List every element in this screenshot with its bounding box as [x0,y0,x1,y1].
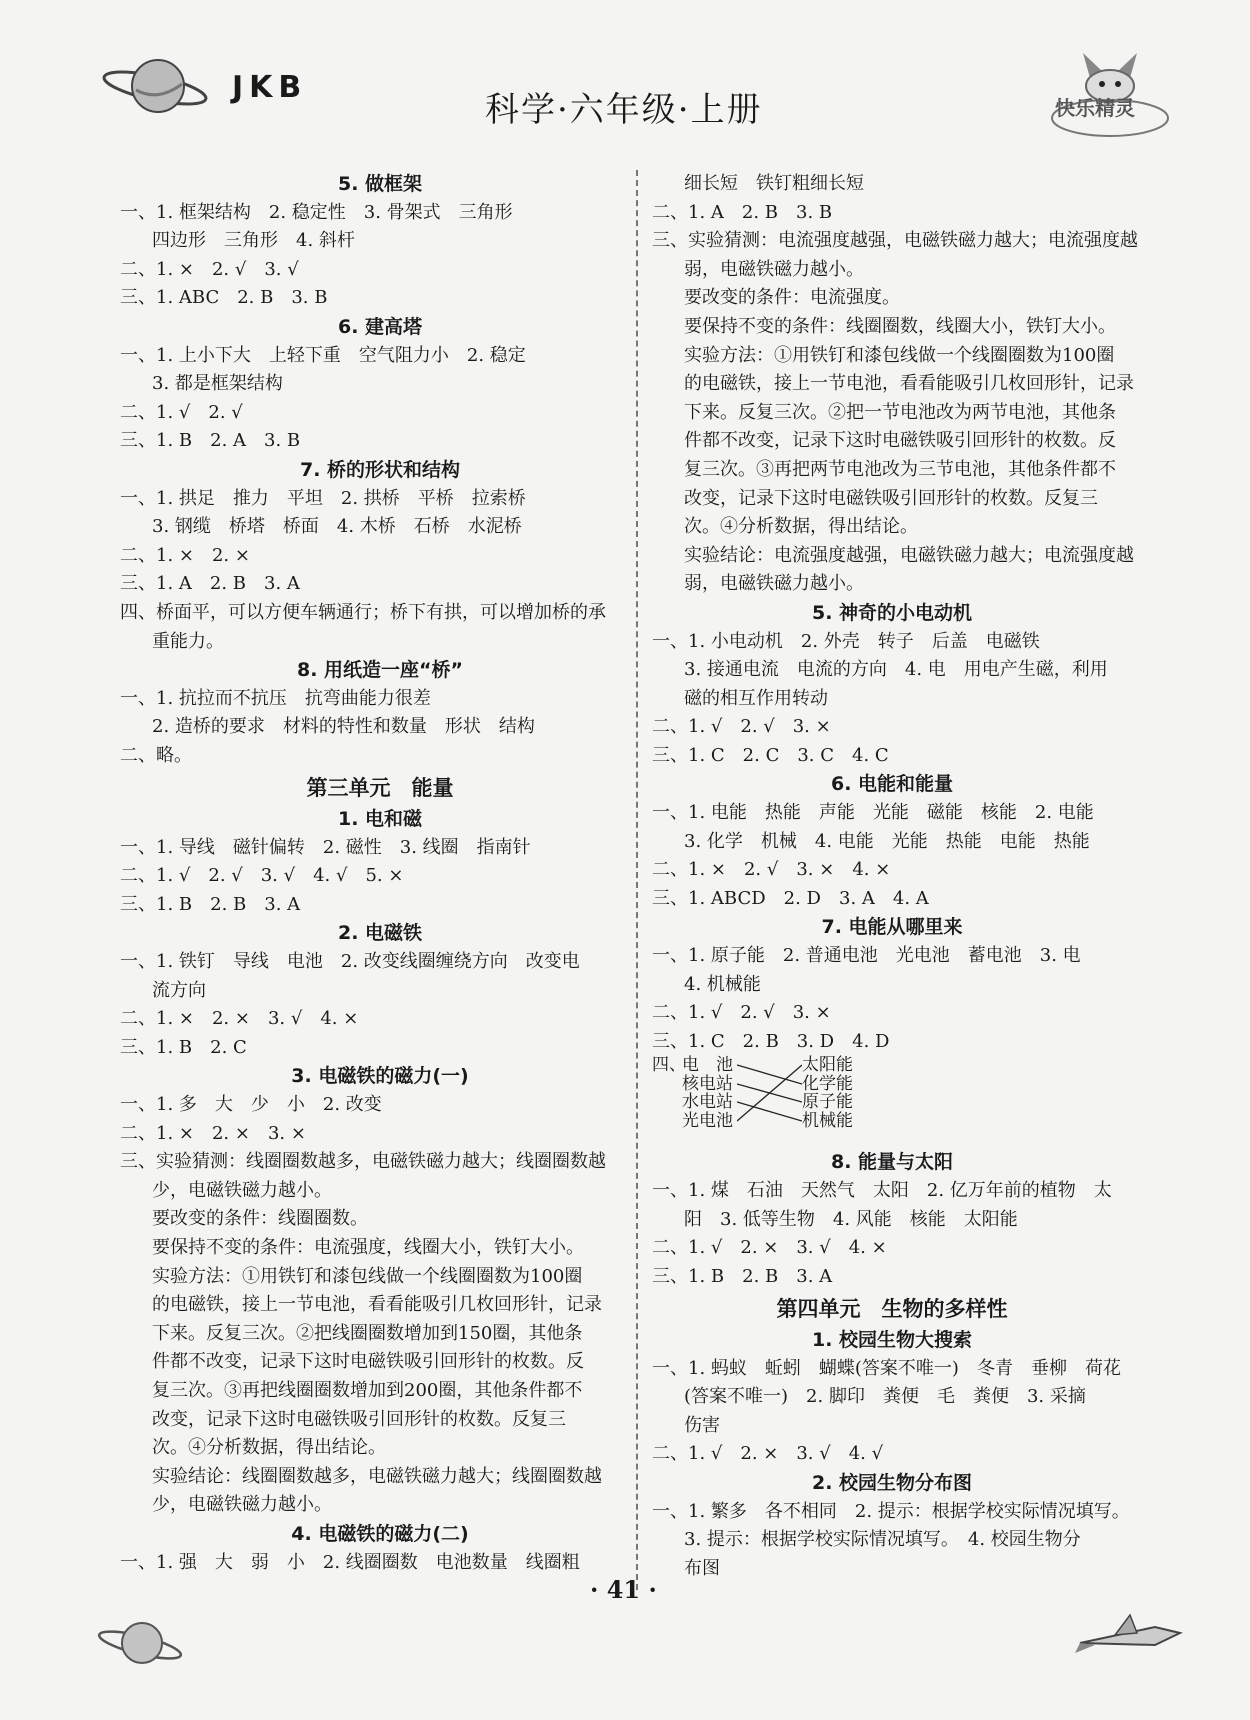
section-title: 3. 电磁铁的磁力(一) [291,1065,469,1088]
answer-line: 弱，电磁铁磁力越小。 [684,258,864,280]
section-title: 2. 校园生物分布图 [811,1471,973,1494]
unit-title: 第四单元 生物的多样性 [776,1297,1008,1322]
answer-line: 3. 都是框架结构 [152,373,283,395]
answer-line: 一、1. 抗拉而不抗压 抗弯曲能力很差 [120,687,431,709]
answer-line: 重能力。 [152,630,224,652]
answer-line: 少，电磁铁磁力越小。 [152,1179,332,1201]
answer-line: 一、1. 强 大 弱 小 2. 线圈圈数 电池数量 线圈粗 [120,1551,580,1573]
answer-line: 三、1. B 2. B 3. A [652,1265,833,1287]
section-title: 8. 能量与太阳 [830,1151,954,1174]
answer-line: 的电磁铁，接上一节电池，看看能吸引几枚回形针，记录 [684,373,1134,395]
answer-line: 弱，电磁铁磁力越小。 [684,573,864,595]
answer-line: 下来。反复三次。②把一节电池改为两节电池，其他条 [684,401,1116,423]
answer-line: 复三次。③再把两节电池改为三节电池，其他条件都不 [684,458,1116,480]
answer-line: 细长短 铁钉粗细长短 [684,173,864,194]
answer-line: 3. 化学 机械 4. 电能 光能 热能 电能 热能 [684,830,1090,852]
answer-line: 二、1. √ 2. √ 3. × [652,1002,831,1024]
brand-logo: JKB [232,70,308,105]
answer-line: 要改变的条件：线圈圈数。 [152,1208,368,1230]
answer-line: 三、1. C 2. C 3. C 4. C [652,744,889,766]
matching-right-item: 原子能 [802,1092,853,1113]
answer-line: 一、1. 原子能 2. 普通电池 光电池 蓄电池 3. 电 [652,945,1081,967]
answer-line: 三、1. B 2. B 3. A [120,893,301,915]
answer-line: 二、1. √ 2. √ 3. × [652,716,831,738]
matching-left-item: 核电站 [682,1073,733,1094]
right-column-bottom [652,1148,1132,1583]
answer-line: 二、1. × 2. × 3. × [120,1122,306,1144]
section-title: 4. 电磁铁的磁力(二) [291,1522,469,1545]
answer-line: 一、1. 拱足 推力 平坦 2. 拱桥 平桥 拉索桥 [120,487,526,509]
answer-line: 一、1. 导线 磁针偏转 2. 磁性 3. 线圈 指南针 [120,836,531,858]
answer-line: 要保持不变的条件：线圈圈数，线圈大小，铁钉大小。 [684,315,1116,337]
answer-line: 3. 钢缆 桥塔 桥面 4. 木桥 石桥 水泥桥 [152,516,522,538]
answer-line: 三、1. A 2. B 3. A [120,573,300,595]
answer-line: 要保持不变的条件：电流强度，线圈大小，铁钉大小。 [152,1236,584,1258]
section-title: 2. 电磁铁 [337,922,423,945]
matching-right-item: 太阳能 [802,1055,853,1076]
answer-line: 改变，记录下这时电磁铁吸引回形针的枚数。反复三 [684,487,1098,509]
answer-line: 3. 提示：根据学校实际情况填写。 4. 校园生物分 [684,1529,1081,1551]
planet-icon [100,50,210,120]
matching-right-item: 化学能 [802,1073,853,1094]
matching-left-item: 电 池 [682,1055,733,1076]
answer-line: 磁的相互作用转动 [684,687,828,709]
answer-line: (答案不唯一) 2. 脚印 粪便 毛 粪便 3. 采摘 [684,1386,1086,1408]
answer-line: 一、1. 小电动机 2. 外壳 转子 后盖 电磁铁 [652,630,1040,652]
answer-line: 二、1. × 2. √ 3. × 4. × [652,859,891,881]
planet-icon [95,1615,185,1670]
answer-line: 三、实验猜测：电流强度越强，电磁铁磁力越大；电流强度越 [652,230,1138,252]
answer-line: 3. 接通电流 电流的方向 4. 电 用电产生磁，利用 [684,659,1108,681]
answer-line: 件都不改变，记录下这时电磁铁吸引回形针的枚数。反 [684,430,1116,452]
answer-line: 布图 [684,1557,720,1579]
answer-line: 伤害 [684,1414,720,1436]
answer-line: 一、1. 繁多 各不相同 2. 提示：根据学校实际情况填写。 [652,1500,1130,1522]
section-title: 7. 桥的形状和结构 [299,458,461,481]
match-line [737,1065,802,1121]
match-line [737,1065,802,1084]
answer-line: 实验结论：电流强度越强，电磁铁磁力越大；电流强度越 [684,544,1134,566]
section-title: 5. 神奇的小电动机 [811,601,973,624]
answer-line: 流方向 [152,979,206,1001]
answer-line: 一、1. 蚂蚁 蚯蚓 蝴蝶(答案不唯一) 冬青 垂柳 荷花 [652,1357,1121,1379]
answer-line: 二、1. × 2. √ 3. √ [120,258,299,280]
answer-line: 三、实验猜测：线圈圈数越多，电磁铁磁力越大；线圈圈数越 [120,1151,606,1173]
answer-line: 三、1. B 2. A 3. B [120,430,301,452]
answer-line: 实验结论：线圈圈数越多，电磁铁磁力越大；线圈圈数越 [152,1465,602,1487]
answer-line: 二、1. √ 2. √ 3. √ 4. √ 5. × [120,865,404,887]
answer-line: 一、1. 上小下大 上轻下重 空气阻力小 2. 稳定 [120,344,526,366]
answer-line: 实验方法：①用铁钉和漆包线做一个线圈圈数为100圈 [152,1265,583,1287]
matching-exercise [652,1056,1132,1148]
match-line [737,1102,802,1121]
answer-line: 4. 机械能 [684,973,761,995]
mascot-label: 快乐精灵 [1055,96,1135,120]
answer-line: 一、1. 电能 热能 声能 光能 磁能 核能 2. 电能 [652,802,1094,824]
section-title: 8. 用纸造一座“桥” [296,659,464,682]
answer-line: 三、1. B 2. C [120,1036,247,1058]
answer-line: 阳 3. 低等生物 4. 风能 核能 太阳能 [684,1208,1018,1230]
matching-left-item: 光电池 [682,1110,733,1131]
unit-title: 第三单元 能量 [306,776,454,801]
section-title: 6. 电能和能量 [830,773,954,796]
section-title: 7. 电能从哪里来 [821,916,963,939]
right-column-top [652,170,1138,1056]
matching-left-item: 水电站 [682,1092,733,1113]
answer-line: 二、1. √ 2. × 3. √ 4. √ [652,1443,884,1465]
answer-line: 下来。反复三次。②把线圈圈数增加到150圈，其他条 [152,1322,583,1344]
answer-line: 一、1. 煤 石油 天然气 太阳 2. 亿万年前的植物 太 [652,1180,1112,1201]
answer-line: 要改变的条件：电流强度。 [684,287,900,309]
answer-line: 四、桥面平，可以方便车辆通行；桥下有拱，可以增加桥的承 [120,601,606,623]
answer-line: 二、1. √ 2. × 3. √ 4. × [652,1237,887,1259]
answer-line: 改变，记录下这时电磁铁吸引回形针的枚数。反复三 [152,1408,566,1430]
matching-right-item: 机械能 [802,1110,853,1131]
answer-line: 二、略。 [120,744,192,766]
answer-line: 2. 造桥的要求 材料的特性和数量 形状 结构 [152,716,535,738]
section-title: 6. 建高塔 [337,315,423,338]
column-divider [636,170,638,1590]
answer-line: 二、1. × 2. × [120,544,250,566]
answer-line: 实验方法：①用铁钉和漆包线做一个线圈圈数为100圈 [684,344,1115,366]
answer-line: 次。④分析数据，得出结论。 [152,1437,386,1459]
answer-line: 二、1. √ 2. √ [120,401,243,423]
page-number: · 41 · [590,1575,657,1604]
answer-line: 件都不改变，记录下这时电磁铁吸引回形针的枚数。反 [152,1351,584,1373]
left-column [120,170,640,1577]
page-header [0,0,1250,150]
matching-prefix: 四、 [652,1055,686,1076]
matching-lines [737,1056,802,1132]
answer-line: 二、1. × 2. × 3. √ 4. × [120,1008,359,1030]
answer-line: 二、1. A 2. B 3. B [652,201,833,223]
answer-line: 少，电磁铁磁力越小。 [152,1494,332,1516]
matching-right-list [802,1056,853,1130]
answer-line: 一、1. 铁钉 导线 电池 2. 改变线圈缠绕方向 改变电 [120,951,580,973]
matching-left-list [682,1056,733,1130]
right-column [652,170,1138,1583]
page-title: 科学·六年级·上册 [485,90,763,130]
answer-line: 复三次。③再把线圈圈数增加到200圈，其他条件都不 [152,1379,583,1401]
answer-line: 一、1. 框架结构 2. 稳定性 3. 骨架式 三角形 [120,201,513,223]
space-shuttle-icon [1075,1605,1185,1665]
answer-line: 次。④分析数据，得出结论。 [684,516,918,538]
answer-line: 一、1. 多 大 少 小 2. 改变 [120,1094,382,1115]
answer-line: 的电磁铁，接上一节电池，看看能吸引几枚回形针，记录 [152,1294,602,1316]
section-title: 1. 电和磁 [337,808,423,831]
section-title: 5. 做框架 [337,173,423,195]
section-title: 1. 校园生物大搜索 [811,1328,973,1351]
answer-line: 三、1. ABC 2. B 3. B [120,287,328,309]
answer-line: 三、1. ABCD 2. D 3. A 4. A [652,887,929,909]
answer-line: 三、1. C 2. B 3. D 4. D [652,1030,890,1052]
answer-line: 四边形 三角形 4. 斜杆 [152,230,355,252]
